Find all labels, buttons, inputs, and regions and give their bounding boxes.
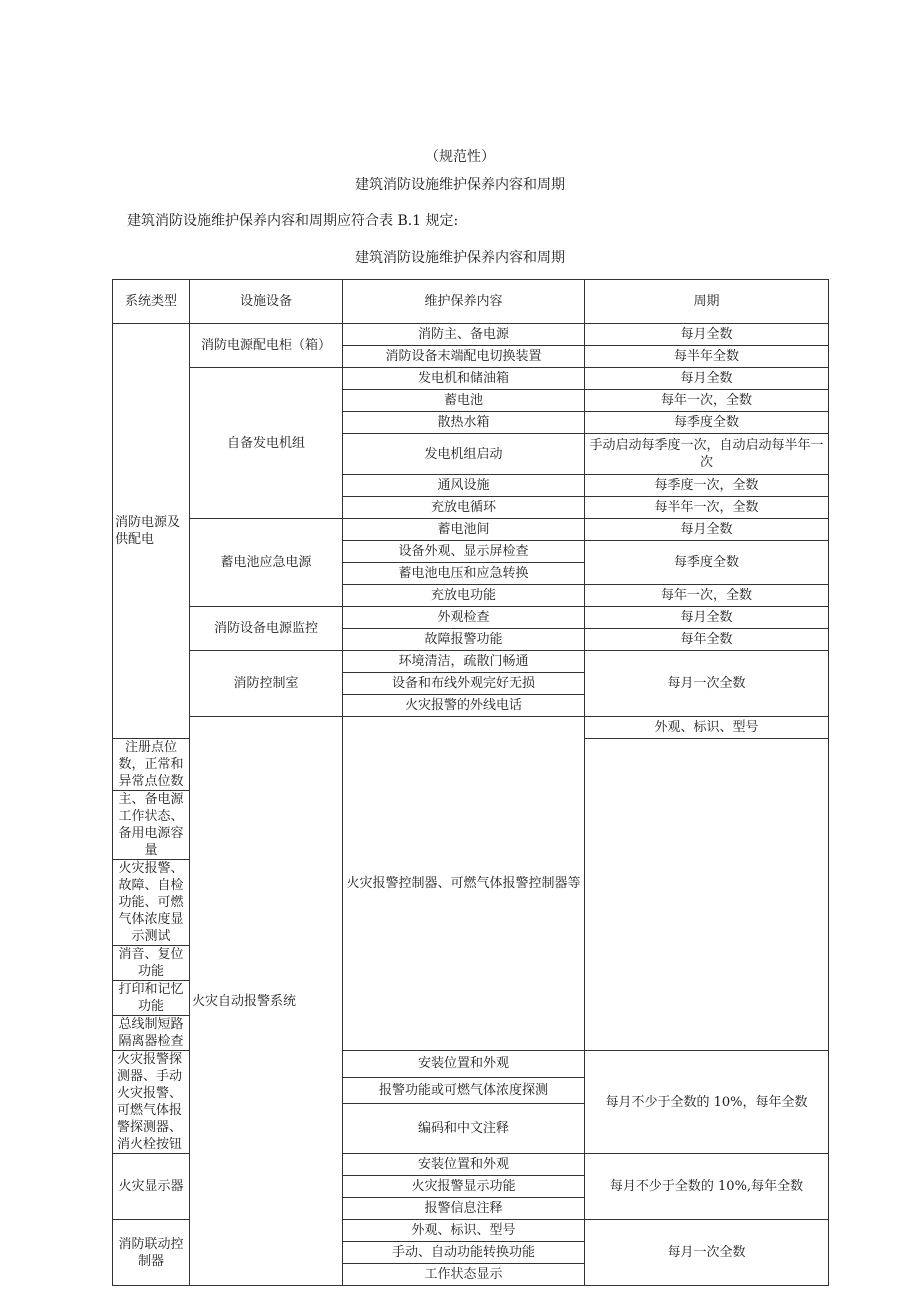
content-cell: 通风设施	[343, 475, 585, 497]
system-power-supply: 消防电源及供配电	[113, 324, 190, 739]
content-cell: 安装位置和外观	[343, 1051, 585, 1078]
period-cell: 每月一次全数	[585, 1220, 829, 1286]
table-caption: 建筑消防设施维护保养内容和周期	[355, 250, 565, 266]
content-cell: 消防设备末端配电切换装置	[343, 346, 585, 368]
header-period: 周期	[585, 280, 829, 324]
period-cell: 每月一次全数	[585, 651, 829, 717]
content-cell: 充放电功能	[343, 585, 585, 607]
period-cell: 每半年一次，全数	[585, 497, 829, 519]
intro-text: 建筑消防设施维护保养内容和周期应符合表 B.1 规定:	[127, 213, 459, 229]
content-cell: 蓄电池间	[343, 519, 585, 541]
content-cell: 报警信息注释	[343, 1198, 585, 1220]
content-cell: 总线制短路隔离器检查	[113, 1016, 190, 1051]
content-cell: 故障报警功能	[343, 629, 585, 651]
section-title: 建筑消防设施维护保养内容和周期	[355, 177, 565, 193]
content-cell: 打印和记忆功能	[113, 981, 190, 1016]
table-row	[113, 607, 829, 629]
content-cell: 外观、标识、型号	[585, 717, 829, 739]
period-cell: 手动启动每季度一次，自动启动每半年一次	[585, 434, 829, 475]
period-cell: 每季度一次，全数	[585, 475, 829, 497]
content-cell: 发电机组启动	[343, 434, 585, 475]
table-row	[113, 651, 829, 673]
period-cell: 每月全数	[585, 607, 829, 629]
period-cell: 每季度全数	[585, 541, 829, 585]
content-cell: 设备外观、显示屏检查	[343, 541, 585, 563]
header-system-type: 系统类型	[113, 280, 190, 324]
table-header-row	[113, 280, 829, 324]
content-cell: 安装位置和外观	[343, 1154, 585, 1176]
table-row	[113, 324, 829, 346]
appendix-tag: （规范性）	[425, 149, 495, 165]
content-cell: 消音、复位功能	[113, 946, 190, 981]
header-content: 维护保养内容	[343, 280, 585, 324]
header-device: 设施设备	[190, 280, 343, 324]
period-cell: 每月全数	[585, 368, 829, 390]
maintenance-table	[112, 279, 829, 1286]
device-cell: 自备发电机组	[190, 368, 343, 519]
content-cell: 蓄电池电压和应急转换	[343, 563, 585, 585]
period-cell: 每月全数	[585, 519, 829, 541]
device-cell: 火灾报警控制器、可燃气体报警控制器等	[343, 717, 585, 1051]
content-cell: 火灾报警显示功能	[343, 1176, 585, 1198]
device-cell: 消防联动控制器	[113, 1220, 190, 1286]
period-cell: 每年全数	[585, 629, 829, 651]
system-fire-alarm: 火灾自动报警系统	[190, 717, 343, 1286]
device-cell: 火灾显示器	[113, 1154, 190, 1220]
period-cell: 每季度全数	[585, 412, 829, 434]
device-cell: 火灾报警探测器、手动火灾报警、可燃气体报警探测器、消火栓按钮	[113, 1051, 190, 1154]
table-row	[113, 717, 829, 739]
period-cell: 每半年全数	[585, 346, 829, 368]
period-cell: 每月不少于全数的 10%,每年全数	[585, 1154, 829, 1220]
content-cell: 编码和中文注释	[343, 1104, 585, 1154]
content-cell: 消防主、备电源	[343, 324, 585, 346]
content-cell: 蓄电池	[343, 390, 585, 412]
content-cell: 火灾报警的外线电话	[343, 695, 585, 717]
content-cell: 工作状态显示	[343, 1264, 585, 1286]
content-cell: 设备和布线外观完好无损	[343, 673, 585, 695]
table-row	[113, 519, 829, 541]
content-cell: 环境清洁，疏散门畅通	[343, 651, 585, 673]
period-cell: 每年一次，全数	[585, 585, 829, 607]
content-cell: 外观检查	[343, 607, 585, 629]
content-cell: 外观、标识、型号	[343, 1220, 585, 1242]
content-cell: 火灾报警、故障、自检功能、可燃气体浓度显示测试	[113, 860, 190, 946]
content-cell: 散热水箱	[343, 412, 585, 434]
content-cell: 充放电循环	[343, 497, 585, 519]
content-cell: 主、备电源工作状态、备用电源容量	[113, 791, 190, 860]
device-cell: 消防设备电源监控	[190, 607, 343, 651]
table-row	[113, 368, 829, 390]
period-cell: 每月不少于全数的 10%，每年全数	[585, 1051, 829, 1154]
content-cell: 手动、自动功能转换功能	[343, 1242, 585, 1264]
device-cell: 消防控制室	[190, 651, 343, 717]
device-cell: 消防电源配电柜（箱）	[190, 324, 343, 368]
content-cell: 报警功能或可燃气体浓度探测	[343, 1077, 585, 1104]
content-cell: 注册点位数，正常和异常点位数	[113, 739, 190, 791]
period-cell: 每月全数	[585, 324, 829, 346]
content-cell: 发电机和储油箱	[343, 368, 585, 390]
device-cell: 蓄电池应急电源	[190, 519, 343, 607]
period-cell: 每年一次，全数	[585, 390, 829, 412]
